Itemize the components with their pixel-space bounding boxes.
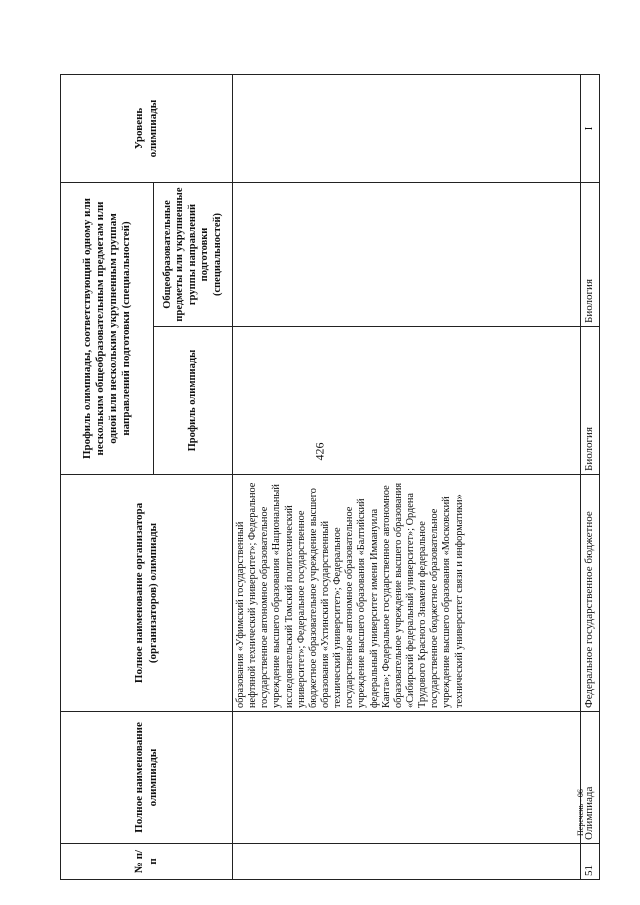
cell-subjects [233,183,581,327]
footer-note: Перечень - 06 [576,789,585,836]
cell-profile [233,327,581,475]
cell-num [233,844,581,880]
header-num: № п/п [61,844,233,880]
header-subjects: Общеобразовательные предметы или укрупненные группы направлений подготовки (специальностей) [154,183,233,327]
cell-subjects: Биология [581,183,600,327]
cell-num: 51 [581,844,600,880]
page-number: 426 [312,442,327,461]
cell-name [233,712,581,844]
header-level: Уровень олимпиады [61,75,233,183]
header-profile-group: Профиль олимпиады, соответствующий одному или нескольким общеобразовательным предметам или одной или нескольким укрупненным группам направлений подготовки (специальностей) [61,183,154,475]
cell-organizer: образования «Уфимский государственный нефтяной технический университет»; Федеральное государственное автономное образовательное учреждение высшего образования «Национальный исследовательский Томский политехнический университет»; Федеральное государственное бюджетное образовательное учреждение высшего образования «Ухтинский государственный технический университет»; Федеральное государственное автономное образовательное учреждение высшего образования «Балтийский федеральный университет имени Иммануила Канта»; Федеральное государственное автономное образовательное учреждение высшего образования «Сибирский федеральный университет»; Ордена Трудового Красного Знамени федеральное государственное бюджетное образовательное учреждение высшего образования «Московский технический университет связи и информатики» [233,475,581,712]
cell-name: Олимпиада [581,712,600,844]
cell-level [233,75,581,183]
table-row [581,75,600,880]
cell-level: I [581,75,600,183]
header-profile: Профиль олимпиады [154,327,233,475]
cell-organizer: Федеральное государственное бюджетное [581,475,600,712]
rotated-table-wrapper [60,75,600,880]
header-organizer: Полное наименование организатора (организаторов) олимпиады [61,475,233,712]
cell-profile: Биология [581,327,600,475]
table-row [233,75,581,880]
header-olympiad-name: Полное наименование олимпиады [61,712,233,844]
olympiad-table [60,74,600,880]
